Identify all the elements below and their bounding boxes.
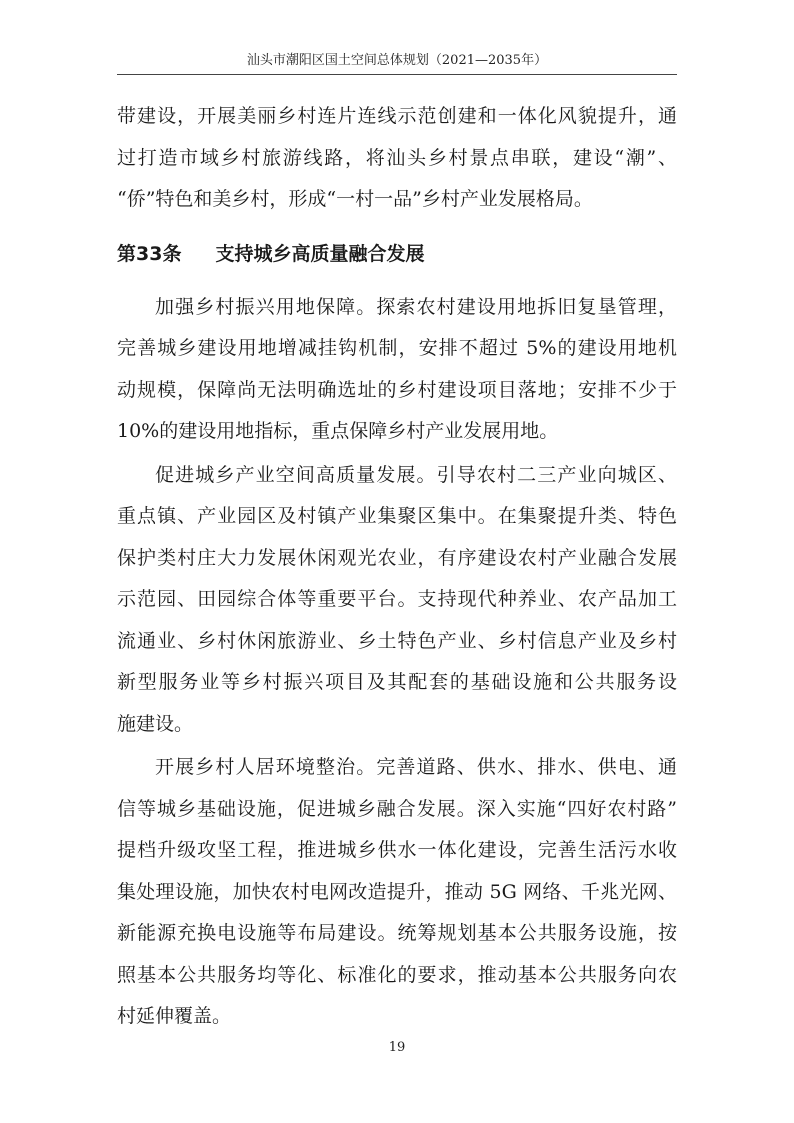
text-line: 完善城乡建设用地增减挂钩机制，安排不超过 5%的建设用地机 <box>117 337 677 359</box>
text-line: 动规模，保障尚无法明确选址的乡村建设项目落地；安排不少于 <box>117 378 677 401</box>
text-line: 促进城乡产业空间高质量发展。引导农村二三产业向城区、 <box>155 463 677 486</box>
text-line: 信等城乡基础设施，促进城乡融合发展。深入实施“四好农村路” <box>117 797 677 820</box>
text-line: 村延伸覆盖。 <box>117 1005 232 1027</box>
text-line: 流通业、乡村休闲旅游业、乡土特色产业、乡村信息产业及乡村 <box>117 629 677 652</box>
text-line: 10%的建设用地指标，重点保障乡村产业发展用地。 <box>117 420 559 442</box>
text-line: 照基本公共服务均等化、标准化的要求，推动基本公共服务向农 <box>117 963 677 986</box>
text-line: 带建设，开展美丽乡村连片连线示范创建和一体化风貌提升，通 <box>117 105 677 127</box>
text-line: 过打造市域乡村旅游线路，将汕头乡村景点串联，建设“潮”、 <box>117 146 677 169</box>
text-line: 提档升级攻坚工程，推进城乡供水一体化建设，完善生活污水收 <box>117 839 677 861</box>
text-line: 新能源充换电设施等布局建设。统筹规划基本公共服务设施，按 <box>117 922 677 944</box>
text-line: 开展乡村人居环境整治。完善道路、供水、排水、供电、通 <box>155 756 677 778</box>
text-line: “侨”特色和美乡村，形成“一村一品”乡村产业发展格局。 <box>117 188 593 210</box>
section-heading <box>117 225 677 283</box>
paragraph-living-environment <box>117 747 677 1038</box>
page-number: 19 <box>388 1040 406 1055</box>
text-line: 示范园、田园综合体等重要平台。支持现代种养业、农产品加工 <box>117 588 677 610</box>
text-line: 集处理设施，加快农村电网改造提升，推动 5G 网络、千兆光网、 <box>117 880 677 903</box>
text-line: 新型服务业等乡村振兴项目及其配套的基础设施和公共服务设 <box>117 671 677 693</box>
paragraph-continuation <box>117 96 677 221</box>
text-line: 保护类村庄大力发展休闲观光农业，有序建设农村产业融合发展 <box>117 546 677 569</box>
document-body <box>117 96 677 1038</box>
paragraph-industry-space <box>117 455 677 746</box>
section-number: 第33条 <box>117 242 182 265</box>
text-line: 施建设。 <box>117 712 194 735</box>
text-line: 加强乡村振兴用地保障。探索农村建设用地拆旧复垦管理， <box>155 295 677 318</box>
header-divider <box>117 74 677 75</box>
paragraph-land-guarantee <box>117 287 677 453</box>
running-header: 汕头市潮阳区国土空间总体规划（2021—2035年） <box>246 53 548 68</box>
text-line: 重点镇、产业园区及村镇产业集聚区集中。在集聚提升类、特色 <box>117 505 677 527</box>
section-title: 支持城乡高质量融合发展 <box>215 242 425 265</box>
